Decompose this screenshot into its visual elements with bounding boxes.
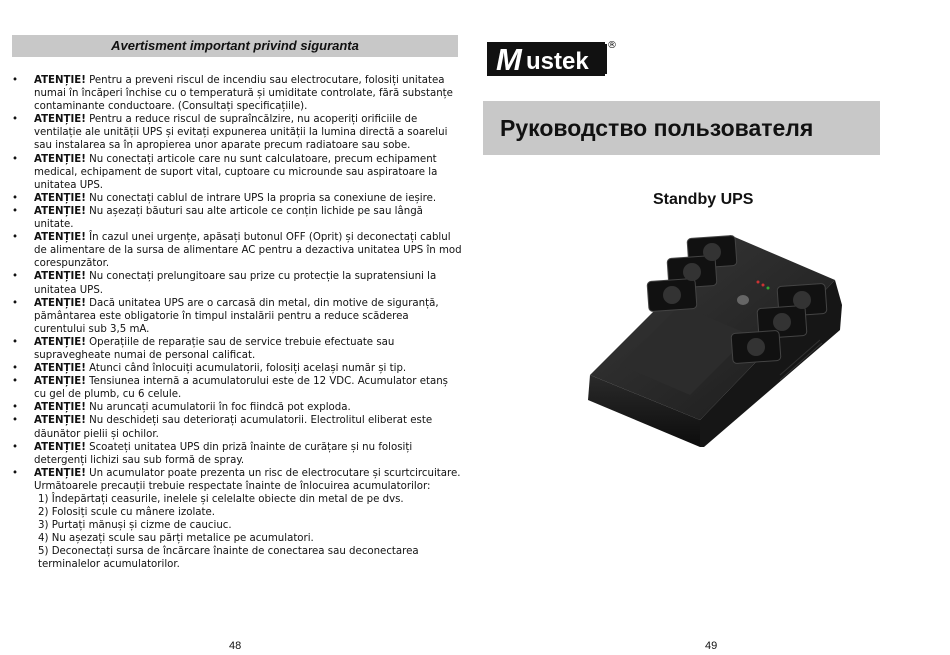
warning-label: ATENȚIE!: [34, 75, 86, 86]
registered-mark: ®: [607, 40, 617, 51]
precaution-item: 3) Purtați mănuși și cizme de cauciuc.: [38, 520, 232, 532]
warning-item: [12, 270, 462, 296]
warning-list: [12, 74, 462, 572]
warning-item: [12, 192, 462, 205]
svg-text:M: M: [496, 44, 522, 74]
warning-item: [12, 401, 462, 414]
warning-item: [12, 113, 462, 152]
page-number-left: 48: [229, 640, 242, 652]
warning-text: Nu conectați cablul de intrare UPS la propria sa conexiune de ieșire.: [85, 192, 437, 204]
warning-item: [12, 153, 462, 192]
warning-item: [12, 336, 462, 362]
svg-text:ustek: ustek: [526, 48, 589, 74]
warning-text: Pentru a reduce riscul de supraîncălzire, nu acoperiți orificiile de ventilație ale unității UPS și evitați expunerea unității la lumina directă a soarelui sau instalarea sa în apropierea unor aparate precum radiatoare sau sobe.: [34, 114, 448, 152]
precaution-item: 2) Folosiți scule cu mânere izolate.: [38, 507, 216, 519]
warning-label: ATENȚIE!: [34, 441, 86, 453]
warning-item: [12, 205, 462, 231]
warning-text: Scoateți unitatea UPS din priză înainte de curățare și nu folosiți detergenți lichizi sau sub formă de spray.: [34, 441, 413, 466]
ups-device-image: [580, 225, 850, 450]
warning-label: ATENȚIE!: [34, 192, 86, 204]
warning-item: [12, 441, 462, 467]
warning-text: Operațiile de reparație sau de service trebuie efectuate sau supravegheate numai de personal calificat.: [34, 336, 395, 361]
warning-label: ATENȚIE!: [34, 467, 86, 479]
mustek-logo: [487, 42, 605, 76]
warning-label: ATENȚIE!: [34, 336, 86, 348]
precautions-intro: Următoarele precauții trebuie respectate înainte de înlocuirea acumulatorilor:: [34, 480, 431, 492]
warning-item: [12, 375, 462, 401]
product-subtitle: Standby UPS: [653, 191, 754, 208]
warning-text: Nu deschideți sau deteriorați acumulatorii. Electrolitul eliberat este dăunător pielii și ochilor.: [34, 415, 433, 440]
warning-text: Nu aruncați acumulatorii în foc fiindcă pot exploda.: [85, 402, 351, 414]
right-page: [475, 0, 950, 655]
warning-item: [12, 231, 462, 270]
precaution-item: 1) Îndepărtați ceasurile, inelele și celelalte obiecte din metal de pe dvs.: [38, 494, 404, 505]
warning-text: Un acumulator poate prezenta un risc de electrocutare și scurtcircuitare.: [85, 467, 461, 479]
warning-text: Dacă unitatea UPS are o carcasă din metal, din motive de siguranță, pământarea este obligatorie în timpul instalării pentru a reduce scăderea curentului sub 3,5 mA.: [34, 297, 439, 335]
warning-label: ATENȚIE!: [34, 271, 86, 283]
precautions-list: [34, 493, 462, 572]
warning-text: Tensiunea internă a acumulatorului este de 12 VDC. Acumulator etanș cu gel de plumb, cu 6 celule.: [34, 376, 448, 401]
precaution-item: 5) Deconectați sursa de încărcare înainte de conectarea sau deconectarea terminalelor acumulatorilor.: [38, 546, 419, 571]
warning-text: Atunci când înlocuiți acumulatorii, folosiți același număr și tip.: [85, 363, 407, 375]
precaution-item: 4) Nu așezați scule sau părți metalice pe acumulatori.: [38, 533, 314, 545]
warning-label: ATENȚIE!: [34, 153, 86, 165]
warning-label: ATENȚIE!: [34, 402, 86, 414]
warning-text: Nu conectați articole care nu sunt calculatoare, precum echipament medical, echipament de suport vital, cuptoare cu microunde sau aspiratoare la unitatea UPS.: [34, 153, 438, 191]
warning-item: [12, 74, 462, 113]
manual-title: Руководство пользователя: [483, 101, 880, 155]
warning-item: [12, 362, 462, 375]
warning-label: ATENȚIE!: [34, 376, 86, 388]
warning-label: ATENȚIE!: [34, 114, 86, 126]
warning-item: [12, 414, 462, 440]
safety-warning-header: Avertisment important privind siguranta: [12, 35, 458, 57]
warning-text: Nu conectați prelungitoare sau prize cu protecție la supratensiuni la unitatea UPS.: [34, 271, 437, 296]
warning-label: ATENȚIE!: [34, 363, 86, 375]
warning-label: ATENȚIE!: [34, 232, 86, 244]
warning-label: ATENȚIE!: [34, 297, 86, 309]
warning-text: Pentru a preveni riscul de incendiu sau electrocutare, folosiți unitatea numai în încăperi închise cu o temperatură și umiditate controlate, fără substanțe contaminante conductoare. (Consultați specificațiile).: [34, 75, 453, 113]
warning-label: ATENȚIE!: [34, 415, 86, 427]
warning-text: În cazul unei urgențe, apăsați butonul OFF (Oprit) și deconectați cablul de alimentare de la sursa de alimentare AC pentru a dezactiva unitatea UPS în mod corespunzător.: [34, 232, 462, 270]
warning-label: ATENȚIE!: [34, 205, 86, 217]
warning-text: Nu așezați băuturi sau alte articole ce conțin lichide pe sau lângă unitate.: [34, 205, 423, 231]
warning-item: [12, 467, 462, 572]
warning-item: [12, 297, 462, 336]
page-number-right: 49: [705, 640, 718, 652]
